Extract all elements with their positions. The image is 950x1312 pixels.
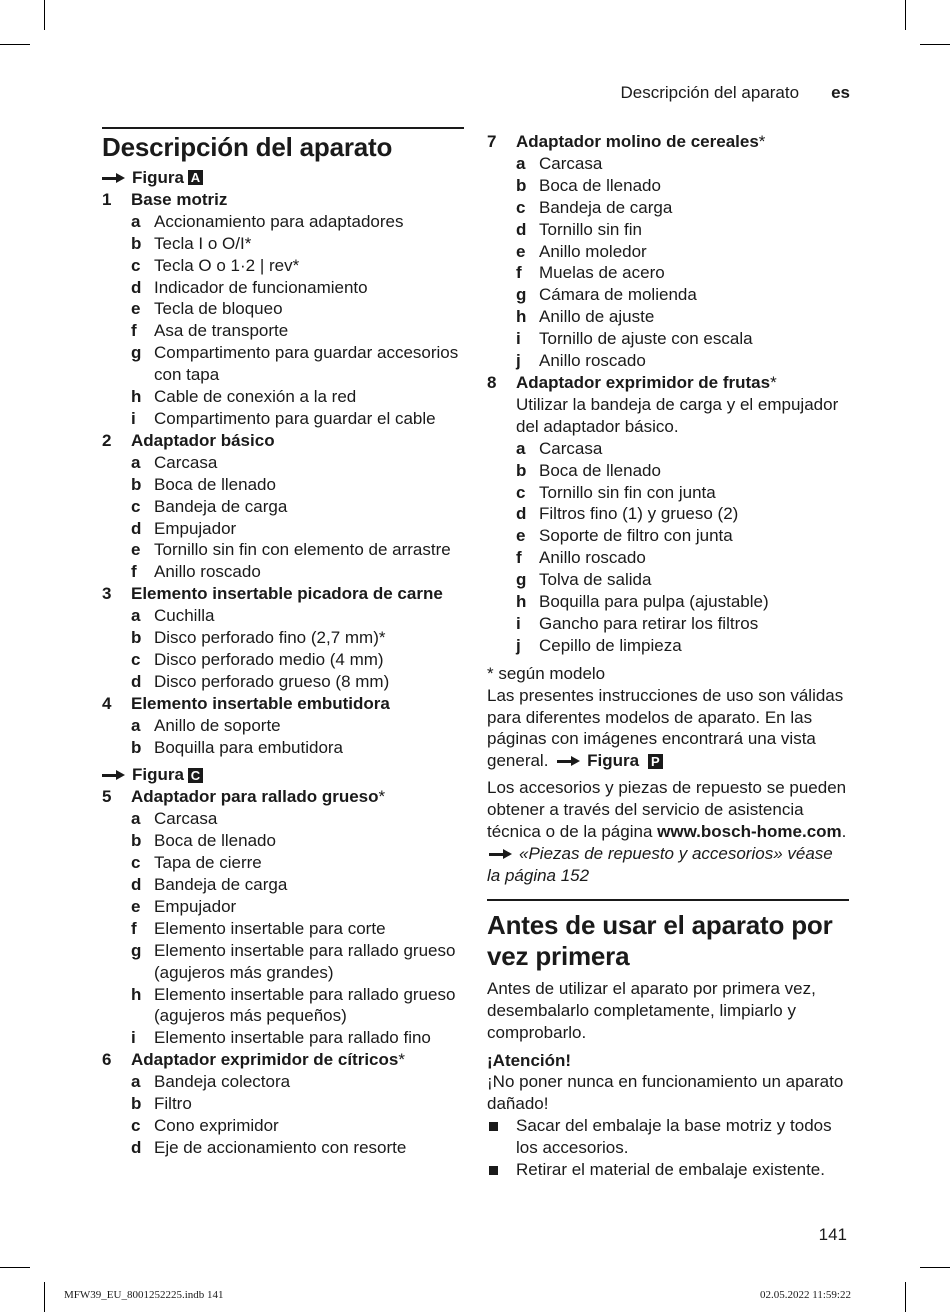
arrow-right-icon (557, 756, 581, 766)
part-item-text: Tecla I o O/I* (154, 233, 252, 253)
part-item (487, 569, 849, 591)
part-item (487, 613, 849, 635)
crop-mark (920, 1267, 950, 1268)
part-title (131, 583, 443, 605)
print-slug-file: MFW39_EU_8001252225.indb 141 (64, 1289, 224, 1301)
part-title-star: * (770, 372, 777, 392)
part-item (102, 874, 464, 896)
part-item-text: Indicador de funcionamiento (154, 277, 368, 297)
part-item-letter: g (131, 940, 142, 960)
footnote: * según modelo (487, 663, 606, 683)
part-item-letter: a (131, 715, 141, 735)
part-item-text: Tornillo de ajuste con escala (539, 329, 753, 349)
part-item-text: Anillo roscado (154, 562, 261, 582)
part-item-text: Boca de llenado (154, 474, 276, 494)
part-item-text: Cepillo de limpieza (539, 635, 682, 655)
part-item-letter: i (131, 1028, 136, 1048)
part-item-letter: c (516, 197, 526, 217)
part-item-letter: g (516, 570, 527, 590)
part-item-text: Accionamiento para adaptadores (154, 211, 404, 231)
part-item-text: Anillo de ajuste (539, 307, 655, 327)
part-title (131, 1049, 405, 1071)
part-item-letter: g (131, 343, 142, 363)
part-title-text: Base motriz (131, 189, 228, 209)
part-item-text: Boca de llenado (539, 175, 661, 195)
part-title-text: Elemento insertable embutidora (131, 693, 390, 713)
part-item (102, 474, 464, 496)
part-group (102, 693, 464, 715)
part-item (102, 320, 464, 342)
part-item (102, 1115, 464, 1137)
part-title-star: * (758, 132, 766, 151)
part-item (487, 153, 849, 175)
first-use-paragraph: Antes de utilizar el aparato por primera vez, desembalarlo completamente, limpiarlo y comprobarlo. (487, 978, 816, 1042)
part-item-text: Cable de conexión a la red (154, 387, 357, 407)
part-item-letter: i (131, 408, 136, 428)
part-item-text: Tecla O o 1·2 | rev* (154, 255, 300, 275)
part-title-text: Adaptador exprimidor de frutas (516, 372, 771, 392)
part-title-star: * (398, 1050, 405, 1070)
part-item (487, 306, 849, 328)
part-item (102, 737, 464, 759)
part-item-letter: c (131, 255, 141, 275)
part-item (487, 262, 849, 284)
part-item (102, 211, 464, 233)
attention-title: ¡Atención! (487, 1050, 572, 1070)
part-item (102, 830, 464, 852)
part-item-text: Empujador (154, 896, 237, 916)
part-item (487, 460, 849, 482)
part-item (102, 408, 464, 430)
parts-list-continued (487, 131, 849, 657)
part-title-text: Adaptador para rallado grueso (131, 787, 379, 807)
part-item-letter: e (131, 896, 141, 916)
part-item (102, 1027, 464, 1049)
part-item-letter: a (131, 809, 141, 829)
part-item (102, 1071, 464, 1093)
part-item-text: Elemento insertable para rallado fino (154, 1028, 431, 1048)
crop-mark (44, 0, 45, 30)
part-item-letter: d (131, 518, 142, 538)
left-column (102, 127, 464, 1159)
part-title-star: * (378, 787, 386, 807)
part-item-letter: f (516, 548, 522, 568)
part-item-text: Tapa de cierre (154, 853, 262, 873)
part-item (102, 539, 464, 561)
figure-letter-badge: A (188, 170, 203, 185)
part-item-letter: c (131, 496, 141, 516)
running-header (560, 83, 850, 103)
part-item-letter: d (131, 671, 142, 691)
part-item-text: Carcasa (154, 809, 218, 829)
arrow-right-icon (102, 770, 126, 780)
part-item-text: Bandeja de carga (539, 197, 673, 217)
crop-mark (0, 1267, 30, 1268)
part-item (102, 808, 464, 830)
part-item-text: Boca de llenado (154, 831, 276, 851)
part-item-text: Boca de llenado (539, 460, 661, 480)
part-item-text: Cuchilla (154, 606, 215, 626)
crop-mark (920, 44, 950, 45)
part-item-letter: f (516, 263, 522, 283)
part-item-letter: i (516, 613, 521, 633)
crop-mark (905, 1282, 906, 1312)
part-item-letter: d (516, 219, 527, 239)
part-item-text: Anillo roscado (539, 351, 646, 371)
part-item (487, 175, 849, 197)
part-item-text: Anillo moledor (539, 241, 647, 261)
part-item-letter: f (131, 321, 137, 341)
bullet-text: Sacar del embalaje la base motriz y todos los accesorios. (516, 1116, 832, 1158)
part-item-text: Carcasa (539, 438, 603, 458)
figure-ref-a (102, 167, 464, 189)
part-item-text: Anillo de soporte (154, 715, 281, 735)
part-item-letter: a (131, 606, 141, 626)
part-item-text: Boquilla para embutidora (154, 737, 344, 757)
part-item (102, 386, 464, 408)
part-item-letter: b (131, 233, 142, 253)
section-title: Descripción del aparato (102, 132, 393, 162)
part-item (102, 940, 464, 984)
part-item (102, 452, 464, 474)
part-group (102, 583, 464, 605)
part-item (102, 496, 464, 518)
part-item-letter: d (131, 875, 142, 894)
part-item (102, 1137, 464, 1159)
part-number: 2 (102, 430, 112, 450)
part-item (102, 605, 464, 627)
part-item-text: Gancho para retirar los filtros (539, 613, 759, 633)
print-slug-date: 02.05.2022 11:59:22 (760, 1289, 851, 1301)
spare-parts-paragraph: Los accesorios y piezas de repuesto se pueden obtener a través del servicio de asistencia técnica o de la página www.bosch-home.com. «Piezas de repuesto y accesorios» véase la página 152 (487, 778, 847, 885)
page-number: 141 (818, 1225, 847, 1244)
bullet-text: Retirar el material de embalaje existente. (516, 1160, 825, 1180)
part-title (516, 131, 765, 153)
part-title-text: Adaptador exprimidor de cítricos (131, 1050, 399, 1070)
running-header-section: Descripción del aparato (620, 83, 800, 102)
part-item (487, 284, 849, 306)
part-item-letter: b (131, 1094, 142, 1114)
part-item (102, 1093, 464, 1115)
part-item-letter: f (131, 918, 137, 938)
part-item (487, 241, 849, 263)
square-bullet-icon (487, 1115, 516, 1159)
part-item-text: Muelas de acero (539, 263, 665, 283)
part-item-letter: i (516, 329, 521, 349)
part-item-letter: g (516, 285, 527, 305)
part-number: 8 (487, 372, 497, 392)
part-item (102, 233, 464, 255)
part-item (102, 896, 464, 918)
part-item-letter: d (131, 277, 142, 297)
part-item (102, 627, 464, 649)
part-item-letter: a (516, 153, 526, 173)
part-title (131, 693, 390, 715)
part-item-letter: d (131, 1137, 142, 1157)
part-item-text: Tolva de salida (539, 570, 652, 590)
part-item-text: Bandeja de carga (154, 875, 288, 894)
part-item-text: Elemento insertable para corte (154, 918, 386, 938)
part-item-letter: h (131, 387, 142, 407)
attention-text: ¡No poner nunca en funcionamiento un aparato dañado! (487, 1072, 844, 1114)
part-item (102, 518, 464, 540)
part-item (487, 350, 849, 372)
part-number: 4 (102, 693, 112, 713)
part-title (516, 372, 777, 394)
bullet-item (487, 1159, 849, 1181)
part-item-letter: e (516, 526, 526, 546)
part-item (102, 984, 464, 1028)
bullet-item (487, 1115, 849, 1159)
section-rule (487, 899, 849, 901)
running-header-lang: es (831, 83, 850, 102)
part-item-text: Empujador (154, 518, 237, 538)
part-number: 3 (102, 584, 112, 604)
part-item-text: Tecla de bloqueo (154, 299, 283, 319)
part-number: 6 (102, 1050, 112, 1070)
part-item (102, 918, 464, 940)
part-item-text: Compartimento para guardar accesorios con tapa (154, 343, 459, 385)
website-link[interactable]: www.bosch-home.com (657, 822, 842, 842)
part-number: 5 (102, 787, 112, 807)
part-item (487, 438, 849, 460)
part-item-letter: a (131, 1072, 141, 1092)
part-item-text: Tornillo sin fin con junta (539, 482, 716, 502)
figure-letter-badge: C (188, 768, 203, 783)
part-title (131, 430, 275, 452)
crop-mark (44, 1282, 45, 1312)
arrow-right-icon (102, 173, 126, 183)
part-item-letter: b (131, 737, 142, 757)
part-item-text: Tornillo sin fin (539, 219, 642, 239)
part-group (102, 786, 464, 808)
part-item-letter: h (516, 307, 527, 327)
part-item-letter: b (131, 831, 142, 851)
right-column (487, 131, 849, 1181)
figure-label: Figura (132, 168, 184, 187)
part-item-letter: c (131, 649, 141, 669)
part-item-letter: e (516, 241, 526, 261)
part-group (102, 430, 464, 452)
part-item-text: Eje de accionamiento con resorte (154, 1137, 407, 1157)
part-item-letter: a (131, 452, 141, 472)
part-item-text: Disco perforado fino (2,7 mm)* (154, 628, 386, 648)
part-number: 1 (102, 189, 112, 209)
part-item (102, 342, 464, 386)
figure-label: Figura (587, 751, 640, 771)
part-item (102, 561, 464, 583)
part-item-text: Filtro (154, 1094, 192, 1114)
figure-letter-badge: P (648, 754, 663, 769)
part-item-letter: c (131, 853, 141, 873)
part-title (131, 786, 385, 808)
section-title: Antes de usar el aparato por vez primera (487, 909, 833, 971)
part-item-letter: f (131, 562, 137, 582)
spare-parts-text: Los accesorios y piezas de repuesto se pueden obtener a través del servicio de asistencia técnica o de la página (487, 778, 847, 842)
part-group (487, 131, 849, 153)
part-item-text: Elemento insertable para rallado grueso (agujeros más pequeños) (154, 984, 456, 1026)
part-item-letter: h (131, 984, 142, 1004)
part-item (487, 197, 849, 219)
parts-list-figure-c (102, 786, 464, 1158)
part-group (102, 189, 464, 211)
part-item-text: Disco perforado grueso (8 mm) (154, 671, 390, 691)
part-title-text: Adaptador básico (131, 430, 275, 450)
part-item (487, 591, 849, 613)
part-group-note: Utilizar la bandeja de carga y el empujador del adaptador básico. (516, 394, 839, 436)
part-item-text: Carcasa (539, 153, 603, 173)
bullet-list (487, 1115, 849, 1181)
part-item-text: Compartimento para guardar el cable (154, 408, 436, 428)
part-item-text: Soporte de filtro con junta (539, 526, 733, 546)
part-item-text: Tornillo sin fin con elemento de arrastre (154, 540, 451, 560)
figure-label: Figura (132, 765, 184, 785)
part-item-letter: b (131, 474, 142, 494)
part-item-letter: d (516, 504, 527, 524)
parts-list-figure-a (102, 189, 464, 759)
part-item-letter: e (131, 540, 141, 560)
part-item-letter: c (516, 482, 526, 502)
part-item-letter: b (516, 175, 527, 195)
crop-mark (905, 0, 906, 30)
part-item-text: Elemento insertable para rallado grueso (agujeros más grandes) (154, 940, 456, 982)
part-item-text: Bandeja de carga (154, 496, 288, 516)
crop-mark (0, 44, 30, 45)
part-item (102, 298, 464, 320)
part-item-letter: a (131, 211, 141, 231)
arrow-right-icon (489, 849, 513, 859)
part-item (102, 649, 464, 671)
part-item-text: Anillo roscado (539, 548, 646, 568)
part-item-letter: b (131, 628, 142, 648)
part-item (102, 852, 464, 874)
part-item (102, 277, 464, 299)
part-title (131, 189, 227, 211)
part-item (102, 715, 464, 737)
part-group (487, 372, 849, 394)
part-item (487, 219, 849, 241)
part-item-text: Carcasa (154, 452, 218, 472)
models-paragraph (487, 685, 849, 773)
part-item-text: Cámara de molienda (539, 285, 697, 305)
figure-ref-c (102, 764, 464, 786)
part-item-text: Asa de transporte (154, 321, 289, 341)
part-item (487, 635, 849, 657)
part-item-letter: e (131, 299, 141, 319)
part-item-letter: c (131, 1115, 141, 1135)
part-item-text: Cono exprimidor (154, 1115, 279, 1135)
part-item-text: Bandeja colectora (154, 1072, 291, 1092)
part-item-text: Filtros fino (1) y grueso (2) (539, 504, 739, 524)
part-item-text: Boquilla para pulpa (ajustable) (539, 592, 769, 612)
part-item (487, 503, 849, 525)
part-item (487, 547, 849, 569)
part-item-text: Disco perforado medio (4 mm) (154, 649, 384, 669)
part-title-text: Adaptador molino de cereales (516, 132, 759, 151)
part-item (487, 482, 849, 504)
part-item (102, 671, 464, 693)
square-bullet-icon (487, 1159, 516, 1181)
part-item (487, 525, 849, 547)
part-item-letter: b (516, 460, 527, 480)
part-title-text: Elemento insertable picadora de carne (131, 584, 443, 604)
spare-parts-ref: «Piezas de repuesto y accesorios» véase la página 152 (487, 844, 833, 885)
part-group (102, 1049, 464, 1071)
part-item-letter: a (516, 438, 526, 458)
part-item (102, 255, 464, 277)
part-number: 7 (487, 132, 497, 151)
part-item (487, 328, 849, 350)
part-item-letter: h (516, 592, 527, 612)
part-item-letter: j (516, 635, 521, 655)
part-item-letter: j (516, 351, 521, 371)
models-text: Las presentes instrucciones de uso son válidas para diferentes modelos de aparato. En las páginas con imágenes encontrará una vista general. (487, 685, 844, 771)
